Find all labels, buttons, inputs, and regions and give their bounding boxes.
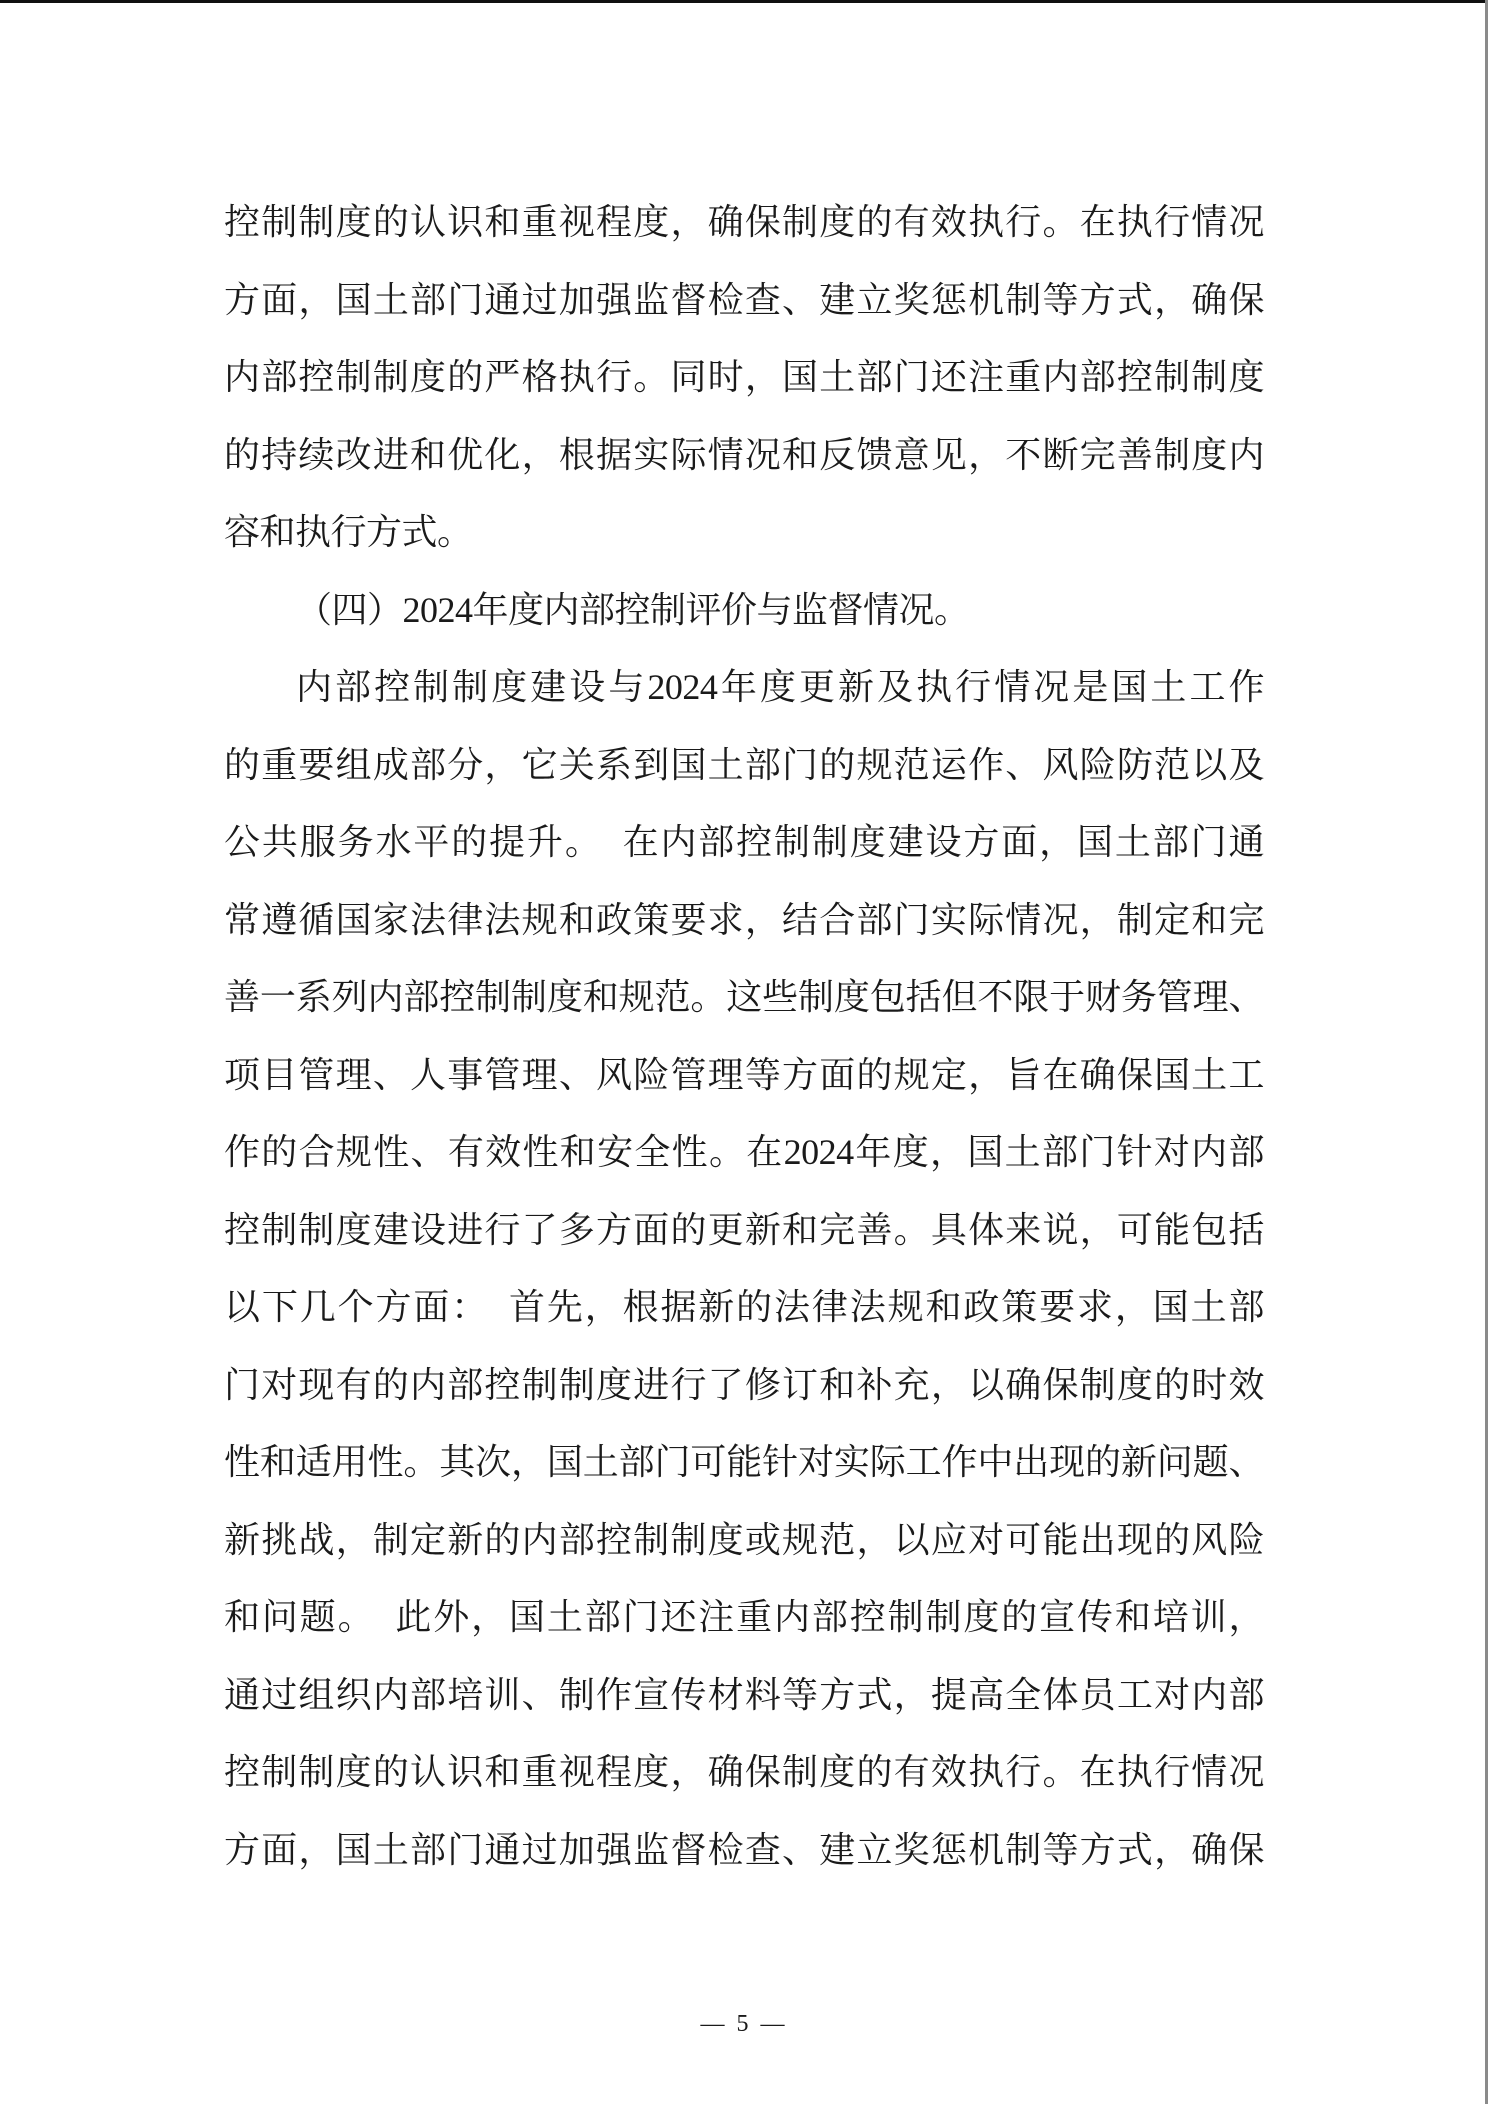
text-line: 内部控制制度的严格执行。同时，国土部门还注重内部控制制度 bbox=[224, 357, 1264, 397]
text-line: 容和执行方式。 bbox=[224, 512, 473, 552]
text-line: 常遵循国家法律法规和政策要求，结合部门实际情况，制定和完 bbox=[224, 899, 1264, 940]
body-text bbox=[224, 184, 1264, 1889]
text-line: 内部控制制度建设与2024年度更新及执行情况是国土工作 bbox=[296, 667, 1264, 707]
text-line: 控制制度建设进行了多方面的更新和完善。具体来说，可能包括 bbox=[224, 1209, 1264, 1250]
text-line: 门对现有的内部控制制度进行了修订和补充，以确保制度的时效 bbox=[224, 1364, 1264, 1405]
text-line: 性和适用性。其次，国土部门可能针对实际工作中出现的新问题、 bbox=[224, 1442, 1264, 1482]
text-line: 控制制度的认识和重视程度，确保制度的有效执行。在执行情况 bbox=[224, 1752, 1264, 1792]
text-line: 方面，国土部门通过加强监督检查、建立奖惩机制等方式，确保 bbox=[224, 1829, 1264, 1870]
text-line: 的重要组成部分，它关系到国土部门的规范运作、风险防范以及 bbox=[224, 744, 1264, 785]
text-line: 作的合规性、有效性和安全性。在2024年度，国土部门针对内部 bbox=[224, 1132, 1264, 1172]
text-line: 控制制度的认识和重视程度，确保制度的有效执行。在执行情况 bbox=[224, 202, 1264, 242]
text-line: 的持续改进和优化，根据实际情况和反馈意见，不断完善制度内 bbox=[224, 434, 1264, 475]
text-line: 和问题。 此外，国土部门还注重内部控制制度的宣传和培训， bbox=[224, 1597, 1264, 1637]
text-line: 通过组织内部培训、制作宣传材料等方式，提高全体员工对内部 bbox=[224, 1674, 1264, 1715]
page-top-edge bbox=[0, 0, 1488, 3]
text-line: 项目管理、人事管理、风险管理等方面的规定，旨在确保国土工 bbox=[224, 1054, 1264, 1095]
page-number: — 5 — bbox=[700, 2011, 785, 2037]
text-line: 公共服务水平的提升。 在内部控制制度建设方面，国土部门通 bbox=[224, 822, 1264, 862]
text-line: 以下几个方面： 首先，根据新的法律法规和政策要求，国土部 bbox=[224, 1287, 1264, 1327]
text-line: （四）2024年度内部控制评价与监督情况。 bbox=[296, 589, 970, 630]
text-line: 善一系列内部控制制度和规范。这些制度包括但不限于财务管理、 bbox=[224, 977, 1264, 1017]
text-line: 方面，国土部门通过加强监督检查、建立奖惩机制等方式，确保 bbox=[224, 279, 1264, 320]
text-line: 新挑战，制定新的内部控制制度或规范，以应对可能出现的风险 bbox=[224, 1519, 1264, 1560]
